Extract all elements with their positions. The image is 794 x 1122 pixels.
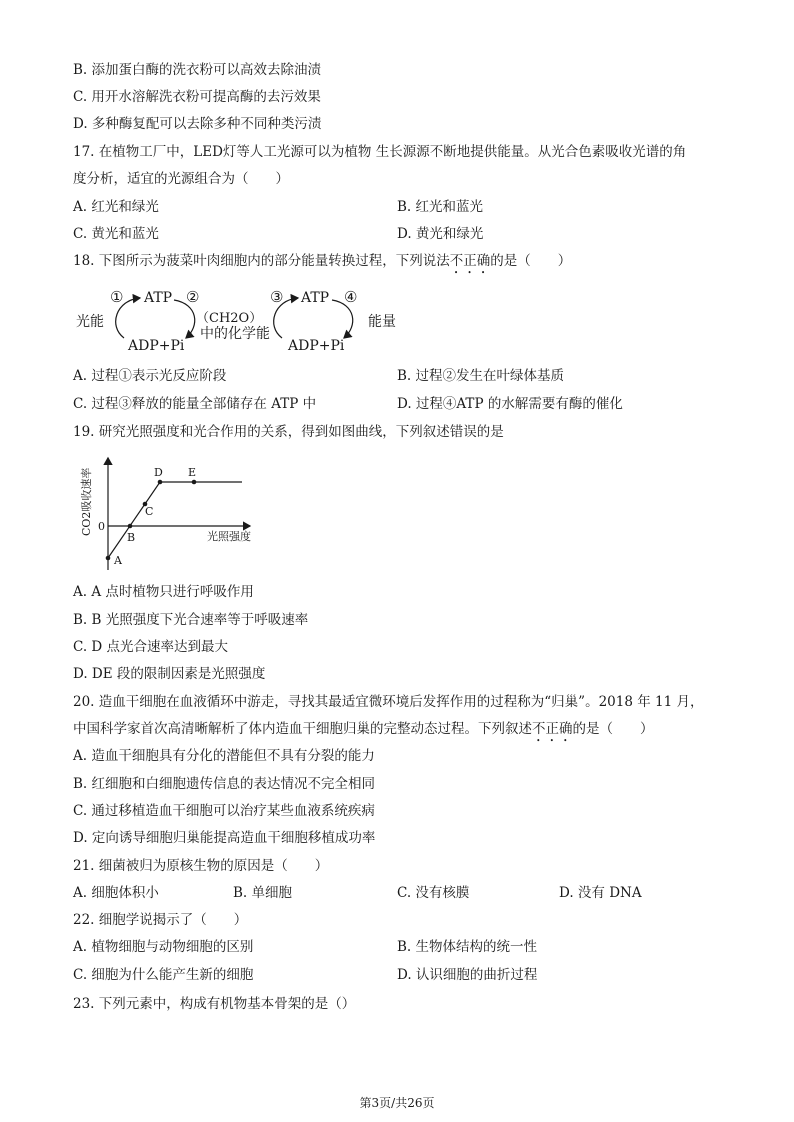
y-axis-label: CO2吸收速率 xyxy=(80,467,93,536)
q17-option-c: C. 黄光和蓝光 xyxy=(73,226,159,242)
q21-option-a: A. 细胞体积小 xyxy=(73,885,159,901)
atp-label-left: ATP xyxy=(144,290,173,306)
point-d-label: D xyxy=(154,466,163,479)
q21-option-b: B. 单细胞 xyxy=(233,885,293,901)
process-3-marker: ③ xyxy=(270,288,284,306)
chemical-energy-label: 中的化学能 xyxy=(200,326,270,342)
q20-option-d: D. 定向诱导细胞归巢能提高造血干细胞移植成功率 xyxy=(73,830,376,846)
q17-option-d: D. 黄光和绿光 xyxy=(397,226,484,242)
q18-stem xyxy=(73,252,571,277)
process-4-marker: ④ xyxy=(344,288,358,306)
q21-option-d: D. 没有 DNA xyxy=(559,885,642,901)
photosynthesis-graph xyxy=(74,452,274,574)
point-c-label: C xyxy=(145,505,154,518)
q20-stem-pre: 中国科学家首次高清晰解析了体内造血干细胞归巢的完整动态过程。下列叙述 xyxy=(73,721,532,737)
q18-stem-emphasis: 不正确 xyxy=(449,253,491,269)
q19-stem: 19. 研究光照强度和光合作用的关系，得到如图曲线，下列叙述错误的是 xyxy=(73,424,504,440)
point-e-label: E xyxy=(188,466,197,479)
process-2-marker: ② xyxy=(186,288,200,306)
q17-stem-line1: 17. 在植物工厂中，LED灯等人工光源可以为植物 生长源源不断地提供能量。从光合色素吸收光谱的角 xyxy=(73,144,687,160)
q20-option-b: B. 红细胞和白细胞遗传信息的表达情况不完全相同 xyxy=(73,776,376,792)
q20-stem-line2 xyxy=(73,720,654,745)
q23-stem: 23. 下列元素中，构成有机物基本骨架的是（） xyxy=(73,996,356,1012)
q17-stem-line2: 度分析，适宜的光源组合为（ ） xyxy=(73,171,289,187)
page-number: 第3页/共26页 xyxy=(359,1096,435,1110)
q20-stem-line1: 20. 造血干细胞在血液循环中游走，寻找其最适宜微环境后发挥作用的过程称为“归巢”。2018 年 11 月， xyxy=(73,694,704,710)
q19-option-b: B. B 光照强度下光合速率等于呼吸速率 xyxy=(73,612,309,628)
energy-label: 能量 xyxy=(368,314,396,330)
q18-stem-post: 的是（ ） xyxy=(490,253,572,269)
q20-stem-post: 的是（ ） xyxy=(572,721,654,737)
q19-option-d: D. DE 段的限制因素是光照强度 xyxy=(73,666,266,682)
q18-option-a: A. 过程①表示光反应阶段 xyxy=(73,368,227,384)
adp-label-left: ADP+Pi xyxy=(128,338,185,354)
q17-option-b: B. 红光和蓝光 xyxy=(397,199,484,215)
q22-option-d: D. 认识细胞的曲折过程 xyxy=(397,967,538,983)
adp-label-right: ADP+Pi xyxy=(288,338,345,354)
q19-option-c: C. D 点光合速率达到最大 xyxy=(73,639,229,655)
origin-label: 0 xyxy=(98,520,105,533)
q19-option-a: A. A 点时植物只进行呼吸作用 xyxy=(73,584,254,600)
q16-option-b: B. 添加蛋白酶的洗衣粉可以高效去除油渍 xyxy=(73,62,322,78)
q18-option-d: D. 过程④ATP 的水解需要有酶的催化 xyxy=(397,396,623,412)
light-energy-label: 光能 xyxy=(76,314,104,330)
point-b xyxy=(128,524,133,529)
q18-stem-pre: 18. 下图所示为菠菜叶肉细胞内的部分能量转换过程，下列说法 xyxy=(73,253,450,269)
q20-option-c: C. 通过移植造血干细胞可以治疗某些血液系统疾病 xyxy=(73,803,375,819)
q17-option-a: A. 红光和绿光 xyxy=(73,199,159,215)
point-a-label: A xyxy=(114,554,122,567)
q21-option-c: C. 没有核膜 xyxy=(397,885,470,901)
q20-stem-emphasis: 不正确 xyxy=(532,721,573,737)
point-d xyxy=(158,480,163,485)
q22-option-a: A. 植物细胞与动物细胞的区别 xyxy=(73,939,254,955)
curve xyxy=(108,482,242,558)
process-1-marker: ① xyxy=(110,288,124,306)
q22-option-b: B. 生物体结构的统一性 xyxy=(397,939,538,955)
x-axis-label: 光照强度 xyxy=(207,530,251,543)
q22-option-c: C. 细胞为什么能产生新的细胞 xyxy=(73,967,254,983)
ch2o-label: （CH2O） xyxy=(196,311,263,326)
energy-conversion-diagram xyxy=(70,280,410,360)
q16-option-d: D. 多种酶复配可以去除多种不同种类污渍 xyxy=(73,116,322,132)
point-b-label: B xyxy=(127,531,136,544)
q21-stem: 21. 细菌被归为原核生物的原因是（ ） xyxy=(73,858,329,874)
q18-option-c: C. 过程③释放的能量全部储存在 ATP 中 xyxy=(73,396,317,412)
q20-option-a: A. 造血干细胞具有分化的潜能但不具有分裂的能力 xyxy=(73,748,375,764)
q18-option-b: B. 过程②发生在叶绿体基质 xyxy=(397,368,565,384)
point-e xyxy=(192,480,197,485)
q22-stem: 22. 细胞学说揭示了（ ） xyxy=(73,912,248,928)
q16-option-c: C. 用开水溶解洗衣粉可提高酶的去污效果 xyxy=(73,89,321,105)
atp-label-right: ATP xyxy=(301,290,330,306)
point-a xyxy=(106,556,111,561)
